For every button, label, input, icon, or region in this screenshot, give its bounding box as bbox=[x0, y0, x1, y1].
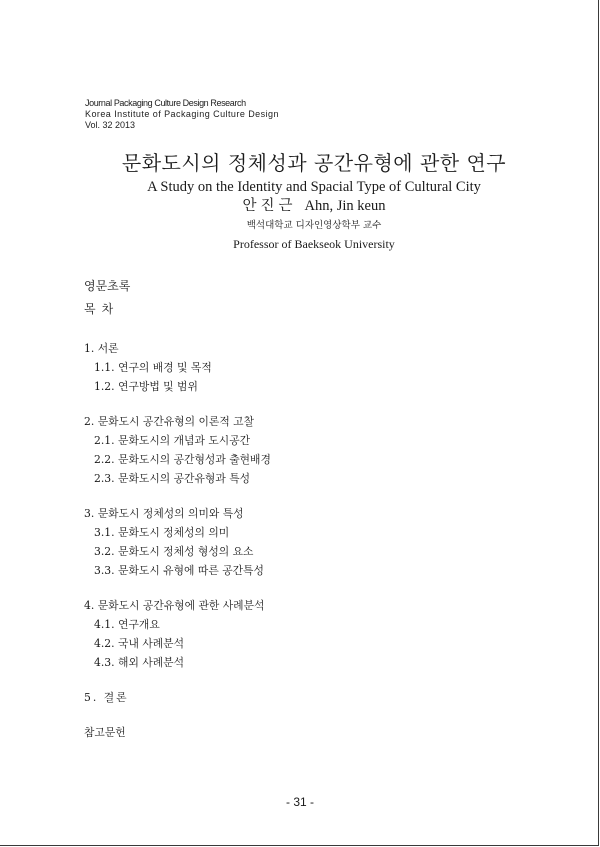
table-of-contents bbox=[84, 339, 271, 758]
affiliation-english: Professor of Baekseok University bbox=[233, 237, 395, 251]
article-title-english: A Study on the Identity and Spacial Type of Cultural City bbox=[147, 179, 481, 195]
toc-subitem: 3.1. 문화도시 정체성의 의미 bbox=[94, 526, 230, 539]
article-title-korean: 문화도시의 정체성과 공간유형에 관한 연구 bbox=[121, 151, 507, 175]
toc-section bbox=[84, 596, 271, 672]
toc-section-title: 4. 문화도시 공간유형에 관한 사례분석 bbox=[84, 599, 265, 612]
toc-section-title: 2. 문화도시 공간유형의 이론적 고찰 bbox=[84, 415, 255, 428]
author-name-korean: 안진근 bbox=[242, 198, 297, 214]
toc-references: 참고문헌 bbox=[84, 726, 126, 739]
toc-subitem: 1.2. 연구방법 및 범위 bbox=[94, 380, 198, 393]
toc-section-title: 1. 서론 bbox=[84, 342, 119, 355]
toc-section bbox=[84, 339, 271, 396]
toc-subitem: 3.3. 문화도시 유형에 따른 공간특성 bbox=[94, 564, 264, 577]
toc-subitem: 3.2. 문화도시 정체성 형성의 요소 bbox=[94, 545, 254, 558]
title-block bbox=[0, 148, 600, 251]
toc-subitem: 4.1. 연구개요 bbox=[94, 618, 160, 631]
toc-subitem: 2.3. 문화도시의 공간유형과 특성 bbox=[94, 472, 251, 485]
toc-subitem: 2.2. 문화도시의 공간형성과 출현배경 bbox=[94, 453, 271, 466]
toc-subitem: 1.1. 연구의 배경 및 목적 bbox=[94, 361, 212, 374]
affiliation-korean: 백석대학교 디자인영상학부 교수 bbox=[246, 220, 382, 231]
toc-subitem: 4.3. 해외 사례분석 bbox=[94, 656, 185, 669]
author-name-english: Ahn, Jin keun bbox=[304, 198, 386, 214]
toc-section bbox=[84, 723, 271, 742]
toc-section-title: 3. 문화도시 정체성의 의미와 특성 bbox=[84, 507, 244, 520]
toc-heading: 목차 bbox=[84, 302, 120, 316]
abstract-label: 영문초록 bbox=[84, 279, 131, 293]
toc-section bbox=[84, 412, 271, 488]
toc-subitem: 2.1. 문화도시의 개념과 도시공간 bbox=[94, 434, 251, 447]
toc-section bbox=[84, 504, 271, 580]
toc-section bbox=[84, 688, 271, 707]
toc-subitem: 4.2. 국내 사례분석 bbox=[94, 637, 185, 650]
institute-name: Korea Institute of Packaging Culture Design bbox=[85, 109, 279, 119]
journal-header bbox=[85, 98, 279, 131]
journal-name: Journal Packaging Culture Design Research bbox=[85, 98, 246, 108]
page-number: - 31 - bbox=[285, 795, 314, 809]
toc-section-title: 5. 결론 bbox=[84, 691, 129, 704]
volume-info: Vol. 32 2013 bbox=[85, 120, 136, 130]
author-line bbox=[28, 197, 600, 215]
